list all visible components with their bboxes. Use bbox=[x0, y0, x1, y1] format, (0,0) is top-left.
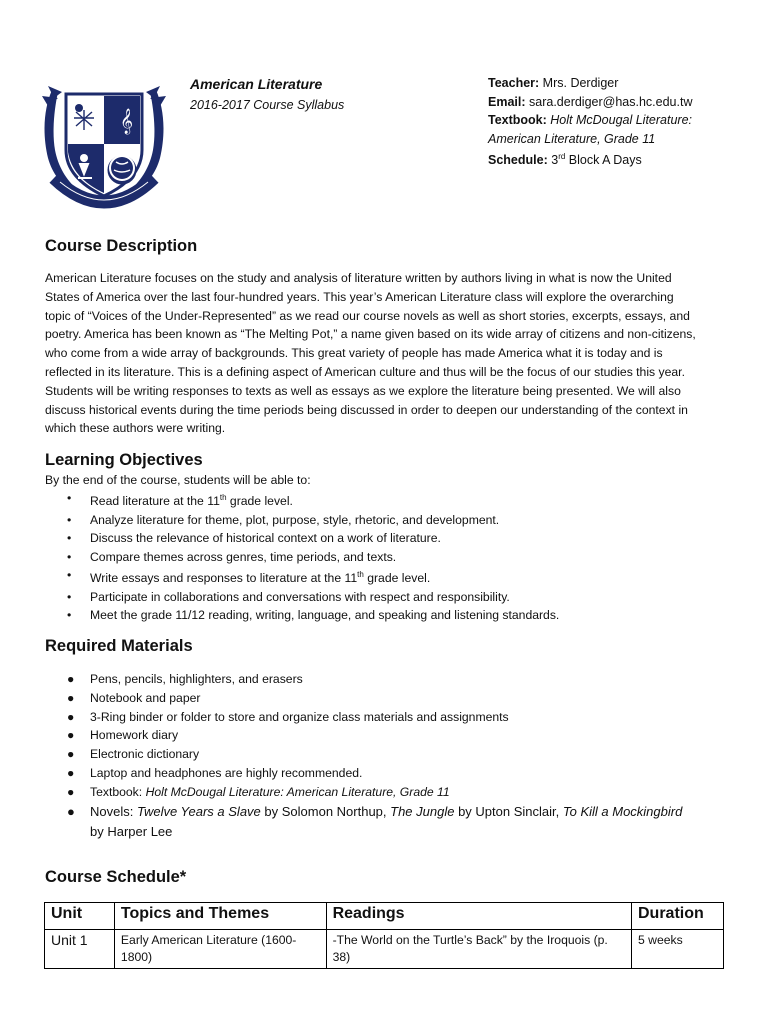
column-header-topics: Topics and Themes bbox=[114, 903, 326, 930]
course-description-heading: Course Description bbox=[45, 237, 198, 255]
description-line: topic of “Voices of the Under-Represented” as we read our course novels as well as short stories, excerpts, essays, and bbox=[45, 308, 690, 323]
schedule-sup: rd bbox=[558, 152, 566, 161]
course-title: American Literature bbox=[190, 76, 323, 92]
learning-objectives-intro: By the end of the course, students will be able to: bbox=[45, 473, 311, 487]
description-line: discuss historical events during the time periods being discussed in order to deepen our understanding of the context in bbox=[45, 402, 688, 417]
list-item: • Read literature at the 11th grade level. bbox=[67, 491, 293, 509]
list-item: ● Homework diary bbox=[67, 728, 179, 743]
description-line: American Literature focuses on the study and analysis of literature written by authors living in what is now the United bbox=[45, 271, 672, 285]
learning-objectives-list bbox=[45, 489, 735, 625]
list-item: • Meet the grade 11/12 reading, writing, language, and speaking and listening standards. bbox=[67, 608, 560, 623]
column-header-unit: Unit bbox=[45, 903, 115, 930]
list-item-novels: ● Novels: Twelve Years a Slave by Solomon Northup, The Jungle by Upton Sinclair, To Kill a Mockingbird by Harper Lee bbox=[67, 803, 683, 839]
table-row bbox=[45, 930, 724, 969]
column-header-readings: Readings bbox=[326, 903, 631, 930]
required-materials-heading: Required Materials bbox=[45, 637, 193, 655]
textbook-line2: American Literature, Grade 11 bbox=[488, 131, 656, 146]
email-label: Email: bbox=[488, 94, 526, 109]
learning-objectives-heading: Learning Objectives bbox=[45, 451, 203, 469]
table-header-row bbox=[45, 903, 724, 930]
description-line: Students will be writing responses to texts as well as essays as we explore the literature being presented. We will also bbox=[45, 383, 681, 398]
teacher-info bbox=[488, 74, 748, 170]
cell-topic: Early American Literature (1600- 1800) bbox=[114, 930, 326, 969]
list-item: ● 3-Ring binder or folder to store and organize class materials and assignments bbox=[67, 709, 509, 724]
description-line: States of America over the last four-hundred years. This year’s American Literature class will explore the overarching bbox=[45, 289, 674, 304]
description-line: which these authors were writing. bbox=[45, 421, 226, 436]
course-description-text bbox=[45, 269, 725, 438]
email-value: sara.derdiger@has.hc.edu.tw bbox=[529, 94, 693, 109]
list-item: • Discuss the relevance of historical context on a work of literature. bbox=[67, 531, 441, 546]
list-item-textbook: ● Textbook: Holt McDougal Literature: American Literature, Grade 11 bbox=[67, 784, 450, 799]
description-line: who come from a wide array of backgrounds. This great variety of people has made America what it is today and is bbox=[45, 346, 663, 361]
column-header-duration: Duration bbox=[632, 903, 724, 930]
list-item: • Analyze literature for theme, plot, purpose, style, rhetoric, and development. bbox=[67, 512, 500, 527]
schedule-rest: Block A Days bbox=[568, 153, 642, 168]
school-crest-logo bbox=[34, 78, 174, 218]
list-item: • Compare themes across genres, time periods, and texts. bbox=[67, 549, 397, 564]
textbook-label: Textbook: bbox=[488, 113, 547, 127]
list-item: • Participate in collaborations and conversations with respect and responsibility. bbox=[67, 589, 510, 604]
list-item: ● Electronic dictionary bbox=[67, 747, 200, 762]
list-item: • Write essays and responses to literature at the 11th grade level. bbox=[67, 568, 431, 586]
list-item: ● Notebook and paper bbox=[67, 690, 201, 705]
description-line: reflected in its literature. This is a defining aspect of American culture and thus will be the focus of our studies this year. bbox=[45, 364, 685, 379]
course-schedule-table bbox=[44, 902, 724, 969]
cell-reading: -The World on the Turtle’s Back” by the Iroquois (p. 38) bbox=[326, 930, 631, 969]
teacher-value: Mrs. Derdiger bbox=[542, 76, 619, 90]
textbook-line1: Holt McDougal Literature: bbox=[550, 113, 693, 127]
course-subtitle: 2016-2017 Course Syllabus bbox=[190, 98, 345, 112]
schedule-label: Schedule: bbox=[488, 153, 548, 168]
required-materials-list bbox=[45, 670, 735, 842]
teacher-label: Teacher: bbox=[488, 76, 540, 90]
svg-text:𝄞: 𝄞 bbox=[120, 109, 134, 134]
list-item: ● Laptop and headphones are highly recommended. bbox=[67, 765, 363, 780]
cell-unit: Unit 1 bbox=[45, 930, 115, 969]
description-line: poetry. America has been known as “The Melting Pot,” a name given based on its wide array of citizens and non-citizens, bbox=[45, 327, 696, 342]
schedule-num: 3 bbox=[551, 153, 559, 168]
course-schedule-heading: Course Schedule* bbox=[45, 868, 187, 886]
list-item: ● Pens, pencils, highlighters, and erasers bbox=[67, 672, 303, 686]
cell-duration: 5 weeks bbox=[632, 930, 724, 969]
